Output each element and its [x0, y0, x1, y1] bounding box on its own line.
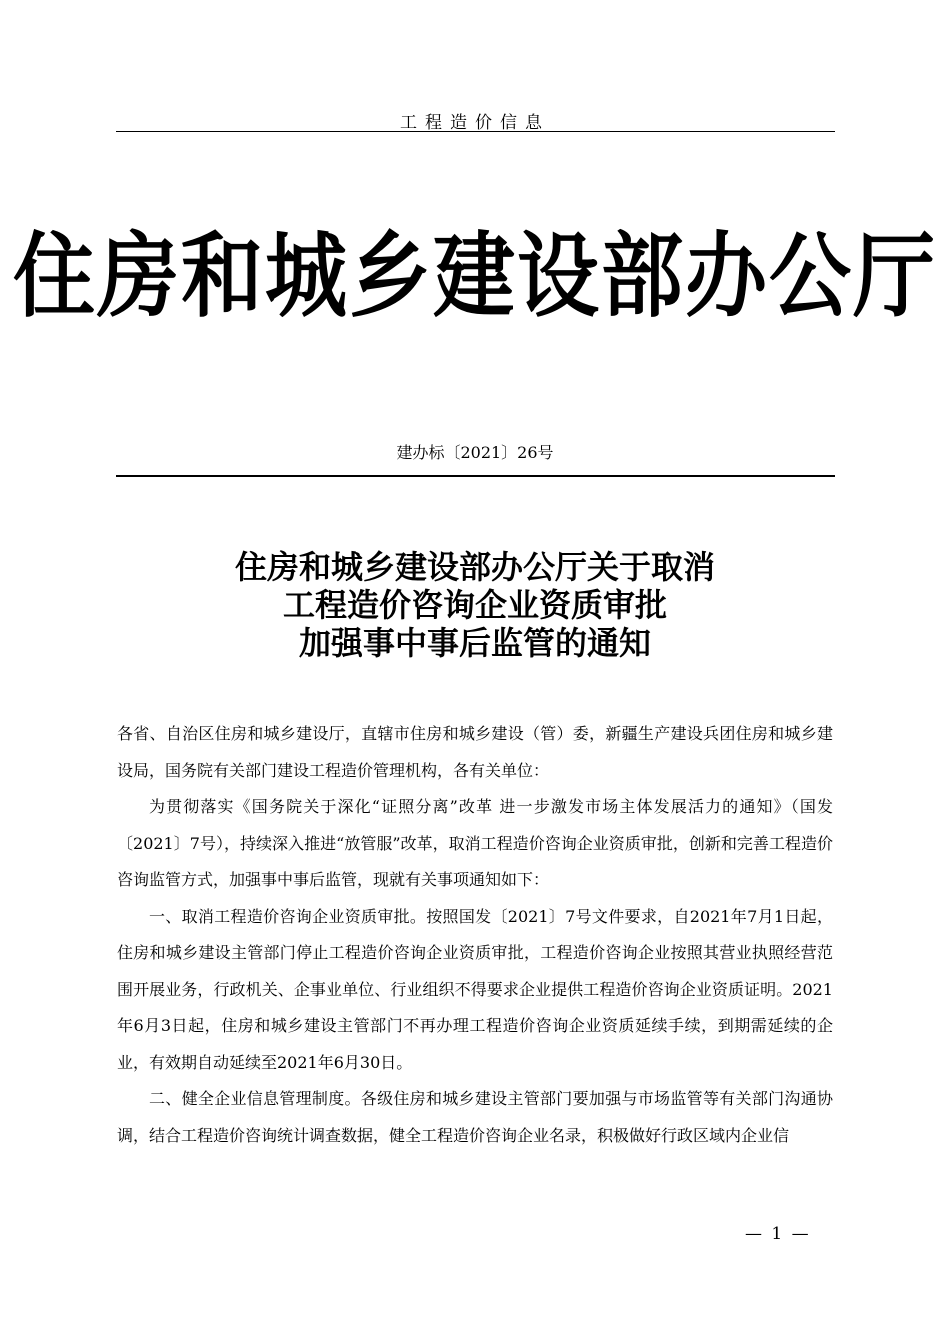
- addressee: 各省、自治区住房和城乡建设厅，直辖市住房和城乡建设（管）委，新疆生产建设兵团住房和城乡建设局，国务院有关部门建设工程造价管理机构，各有关单位：: [117, 724, 833, 780]
- page-number: — 1 —: [745, 1224, 811, 1244]
- issuer-name: [0, 224, 950, 331]
- document-title: [0, 548, 950, 662]
- title-line: 加强事中事后监管的通知: [298, 624, 651, 662]
- running-header: 工程造价信息: [400, 113, 550, 133]
- header-rule: [116, 131, 835, 132]
- body-paragraph: 一、取消工程造价咨询企业资质审批。按照国发〔2021〕7号文件要求，自2021年7月1日起，住房和城乡建设主管部门停止工程造价咨询企业资质审批，工程造价咨询企业按照其营业执照经营范围开展业务，行政机关、企事业单位、行业组织不得要求企业提供工程造价咨询企业资质证明。2021年6月3日起，住房和城乡建设主管部门不再办理工程造价咨询企业资质延续手续，到期需延续的企业，有效期自动延续至2021年6月30日。: [117, 906, 833, 1072]
- document-body: [117, 716, 833, 1154]
- body-paragraph: 为贯彻落实《国务院关于深化“证照分离”改革 进一步激发市场主体发展活力的通知》（国发〔2021〕7号），持续深入推进“放管服”改革，取消工程造价咨询企业资质审批，创新和完善工程造价咨询监管方式，加强事中事后监管，现就有关事项通知如下：: [117, 797, 833, 889]
- issuer-text: 住房和城乡建设部办公厅: [12, 224, 937, 331]
- title-line: 住房和城乡建设部办公厅关于取消: [234, 548, 715, 586]
- letterhead-rule: [116, 475, 835, 477]
- body-paragraph: 二、健全企业信息管理制度。各级住房和城乡建设主管部门要加强与市场监管等有关部门沟通协调，结合工程造价咨询统计调查数据，健全工程造价咨询企业名录，积极做好行政区域内企业信: [117, 1089, 833, 1145]
- title-line: 工程造价咨询企业资质审批: [282, 586, 667, 624]
- document-number: 建办标〔2021〕26号: [396, 443, 554, 462]
